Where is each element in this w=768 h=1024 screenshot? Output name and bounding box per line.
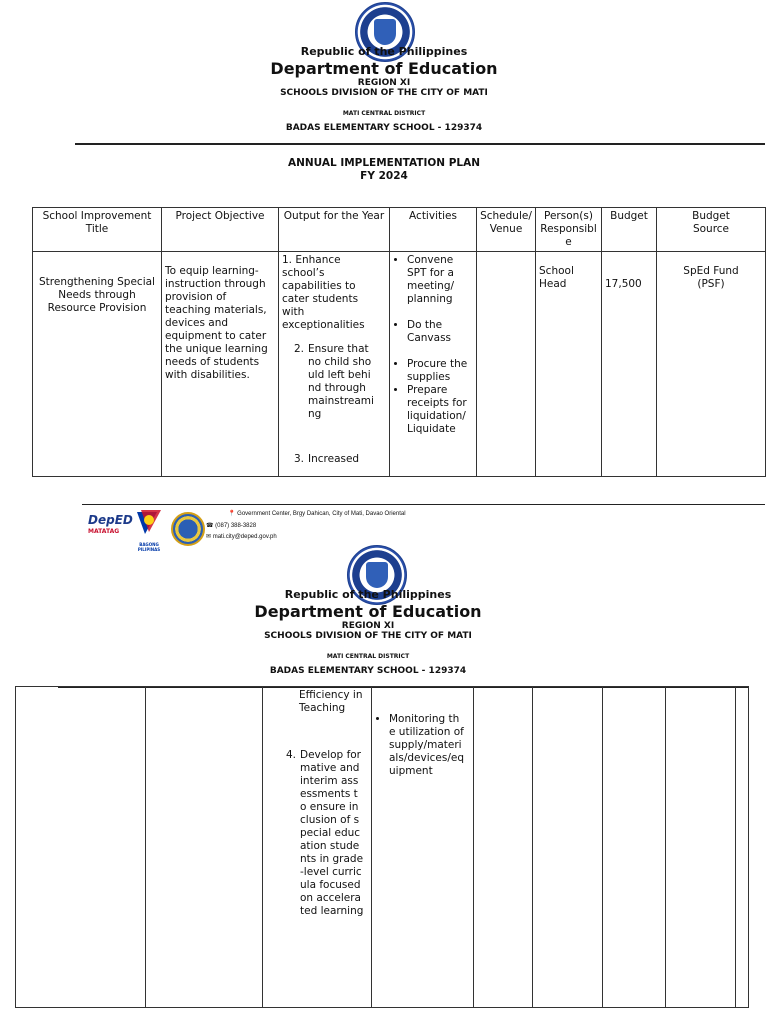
plan-table-continued (15, 686, 749, 1008)
header-budget: Budget (602, 208, 657, 252)
header-schedule: Schedule/Venue (477, 208, 536, 252)
district-text: MATI CENTRAL DISTRICT (342, 110, 426, 117)
region-text: REGION XI (341, 621, 395, 631)
phone-icon: ☎ (206, 523, 214, 529)
footer-divider (82, 504, 765, 505)
output-4: 4. Develop formative and interim assessments to ensure inclusion of special education students in grade-level curricula focused on accelerated learning (285, 749, 364, 917)
deped-logo-icon: DepED MATATAG (88, 513, 133, 535)
header-output: Output for the Year (279, 208, 390, 252)
activity-item: • Do the Canvass (407, 319, 473, 345)
budget-source: SpEd Fund (PSF) (683, 265, 739, 290)
school-text: BADAS ELEMENTARY SCHOOL - 129374 (269, 666, 467, 676)
output-3: 3. Increased (293, 453, 360, 465)
header-divider (75, 143, 765, 145)
header-activities: Activities (390, 208, 477, 252)
email-line: ✉ mati.city@deped.gov.ph (206, 534, 277, 540)
activity-item: • Procure the supplies (407, 358, 473, 384)
department-title: Department of Education (254, 602, 482, 621)
activities-list (393, 254, 473, 436)
plan-table (32, 207, 766, 477)
school-text: BADAS ELEMENTARY SCHOOL - 129374 (285, 123, 483, 133)
schedule-cell (477, 252, 536, 477)
output-1: 1. Enhance school’s capabilities to cater students with exceptionalities (282, 254, 365, 331)
location-icon: 📍 (228, 511, 236, 517)
output-3-continued: Efficiency in Teaching (299, 689, 363, 714)
header-person: Person(s) Responsible (536, 208, 602, 252)
table-row (16, 687, 749, 1008)
district-text: MATI CENTRAL DISTRICT (326, 653, 410, 660)
plan-fy: FY 2024 (360, 170, 408, 182)
person-responsible: School Head (539, 265, 574, 290)
activity-item: • Monitoring the utilization of supply/materials/devices/equipment (389, 713, 470, 778)
table-header-row (33, 208, 766, 252)
address-line: 📍 Government Center, Brgy Dahican, City of Mati, Davao Oriental (228, 511, 406, 517)
output-2: 2. Ensure that no child should left behind through mainstreaming (293, 343, 374, 420)
header-title: School Improvement Title (33, 208, 162, 252)
improvement-title: Strengthening Special Needs through Resource Provision (39, 276, 155, 314)
table-row (33, 252, 766, 477)
division-text: SCHOOLS DIVISION OF THE CITY OF MATI (264, 631, 472, 641)
plan-title: ANNUAL IMPLEMENTATION PLAN (287, 157, 481, 169)
bagong-pilipinas-logo-icon: BAGONG PILIPINAS (131, 508, 167, 546)
department-title: Department of Education (270, 59, 498, 78)
activity-item: • Prepare receipts for liquidation/ Liquidate (407, 384, 473, 436)
division-seal-icon (171, 512, 205, 546)
activity-item: • Convene SPT for a meeting/ planning (407, 254, 473, 306)
email-icon: ✉ (206, 534, 212, 540)
budget-value: 17,500 (605, 278, 642, 290)
project-objective: To equip learning-instruction through provision of teaching materials, devices and equipment to cater the unique learning needs of students with disabilities. (165, 265, 268, 381)
republic-text: Republic of the Philippines (284, 588, 452, 601)
republic-text: Republic of the Philippines (300, 45, 468, 58)
phone-line: ☎ (087) 388-3828 (206, 523, 257, 529)
region-text: REGION XI (357, 78, 411, 88)
header-source: Budget Source (657, 208, 766, 252)
header-objective: Project Objective (162, 208, 279, 252)
division-text: SCHOOLS DIVISION OF THE CITY OF MATI (280, 88, 488, 98)
